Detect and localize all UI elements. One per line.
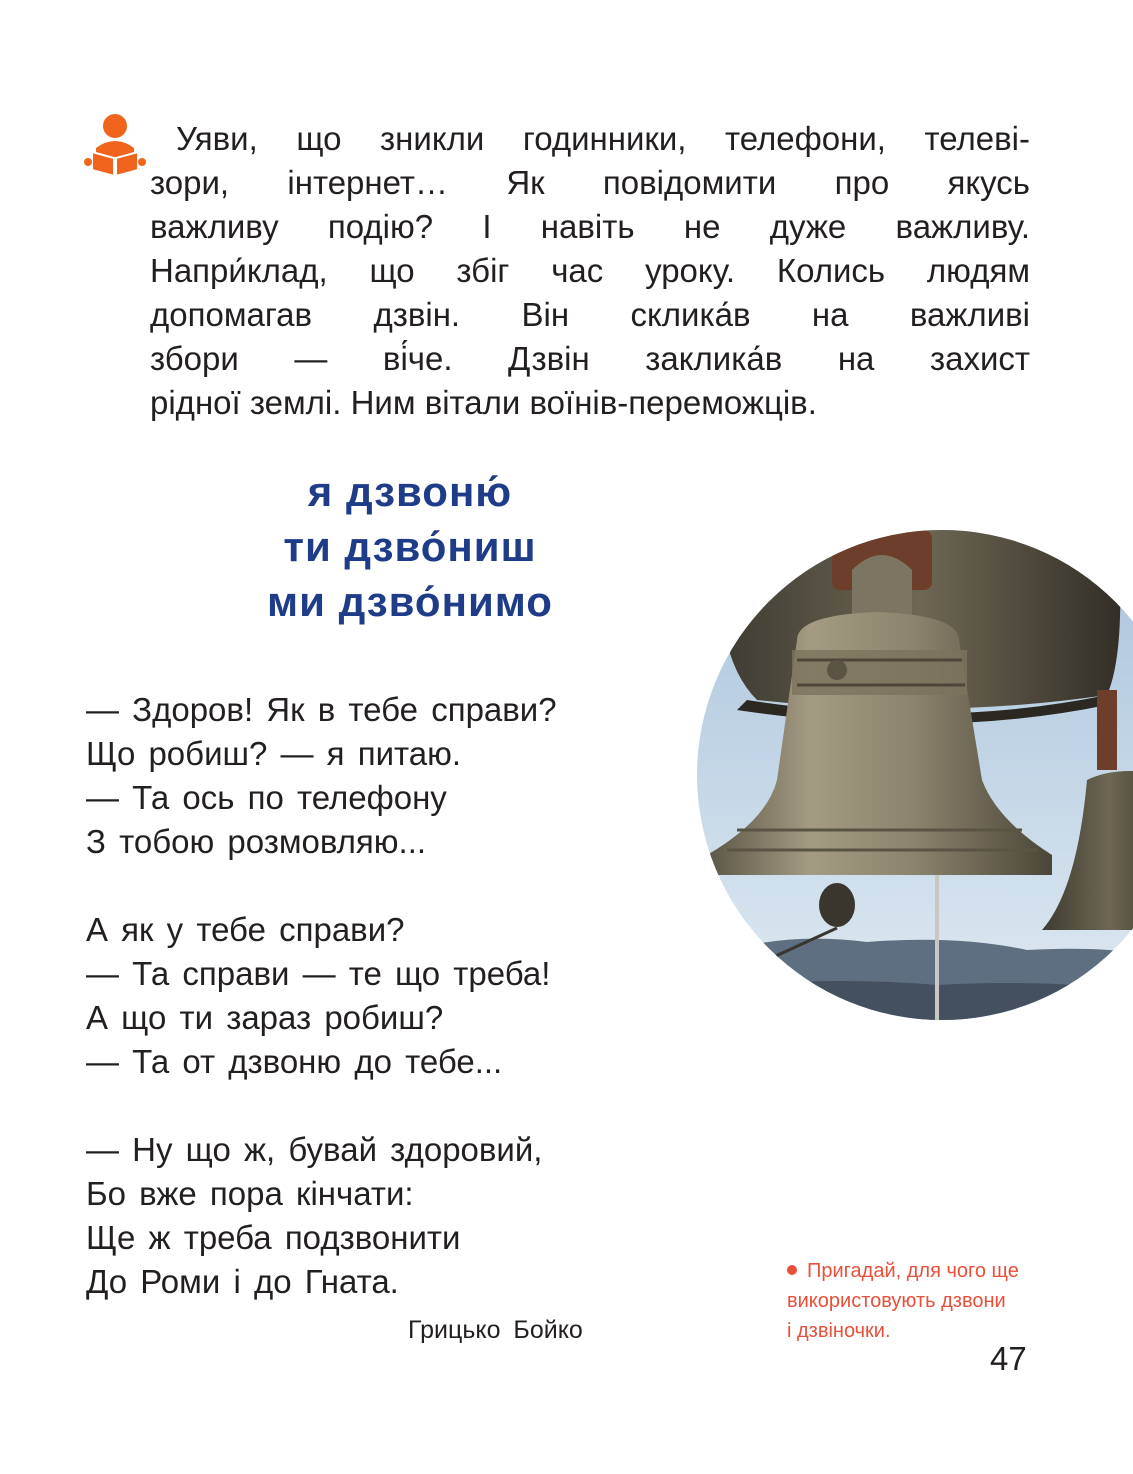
intro-line: збори — ві́че. Дзвін заклика́в на захист — [150, 340, 1030, 377]
intro-line: Напри́клад, що збіг час уроку. Колись людям — [150, 252, 1030, 289]
conjugation-line: ти дзво́ниш — [283, 523, 537, 570]
intro-line: важливу подію? І навіть не дуже важливу. — [150, 208, 1030, 245]
reader-icon — [84, 112, 146, 178]
poem-stanza — [86, 1128, 666, 1304]
intro-line: рідної землі. Ним вітали воїнів-переможців. — [150, 384, 817, 421]
poem-line: Що робиш? — я питаю. — [86, 735, 462, 772]
conjugation-line: я дзвоню́ — [307, 468, 513, 515]
poem-line: А як у тебе справи? — [86, 911, 405, 948]
poem-line: — Та ось по телефону — [86, 779, 447, 816]
poem-stanza — [86, 908, 666, 1084]
bullet-icon — [787, 1265, 797, 1275]
page-number: 47 — [990, 1340, 1027, 1377]
note-line-3: і дзвіночки. — [787, 1320, 891, 1342]
poem-line: А що ти зараз робиш? — [86, 999, 444, 1036]
intro-line: зори, інтернет… Як повідомити про якусь — [150, 164, 1030, 201]
bell-photo — [697, 530, 1133, 1020]
poem-author: Грицько Бойко — [408, 1316, 583, 1344]
poem-line: — Ну що ж, бувай здоровий, — [86, 1131, 543, 1168]
poem-line: Ще ж треба подзвонити — [86, 1219, 461, 1256]
verb-conjugation — [190, 464, 630, 629]
poem-line: — Та справи — те що треба! — [86, 955, 551, 992]
poem — [86, 688, 666, 1348]
note-line-2: використовують дзвони — [787, 1290, 1006, 1312]
task-note — [787, 1256, 1077, 1346]
intro-line: допомагав дзвін. Він склика́в на важливі — [150, 296, 1030, 333]
poem-line: — Та от дзвоню до тебе... — [86, 1043, 503, 1080]
note-line-1 — [787, 1256, 1077, 1286]
intro-line: Уяви, що зникли годинники, телефони, телеві- — [176, 120, 1030, 157]
poem-line: — Здоров! Як в тебе справи? — [86, 691, 557, 728]
conjugation-line: ми дзво́нимо — [267, 578, 553, 625]
intro-paragraph — [150, 117, 1030, 425]
note-text: Пригадай, для чого ще — [807, 1260, 1019, 1282]
poem-line: З тобою розмовляю... — [86, 823, 427, 860]
poem-line: До Роми і до Гната. — [86, 1263, 399, 1300]
poem-stanza — [86, 688, 666, 864]
poem-line: Бо вже пора кінчати: — [86, 1175, 414, 1212]
